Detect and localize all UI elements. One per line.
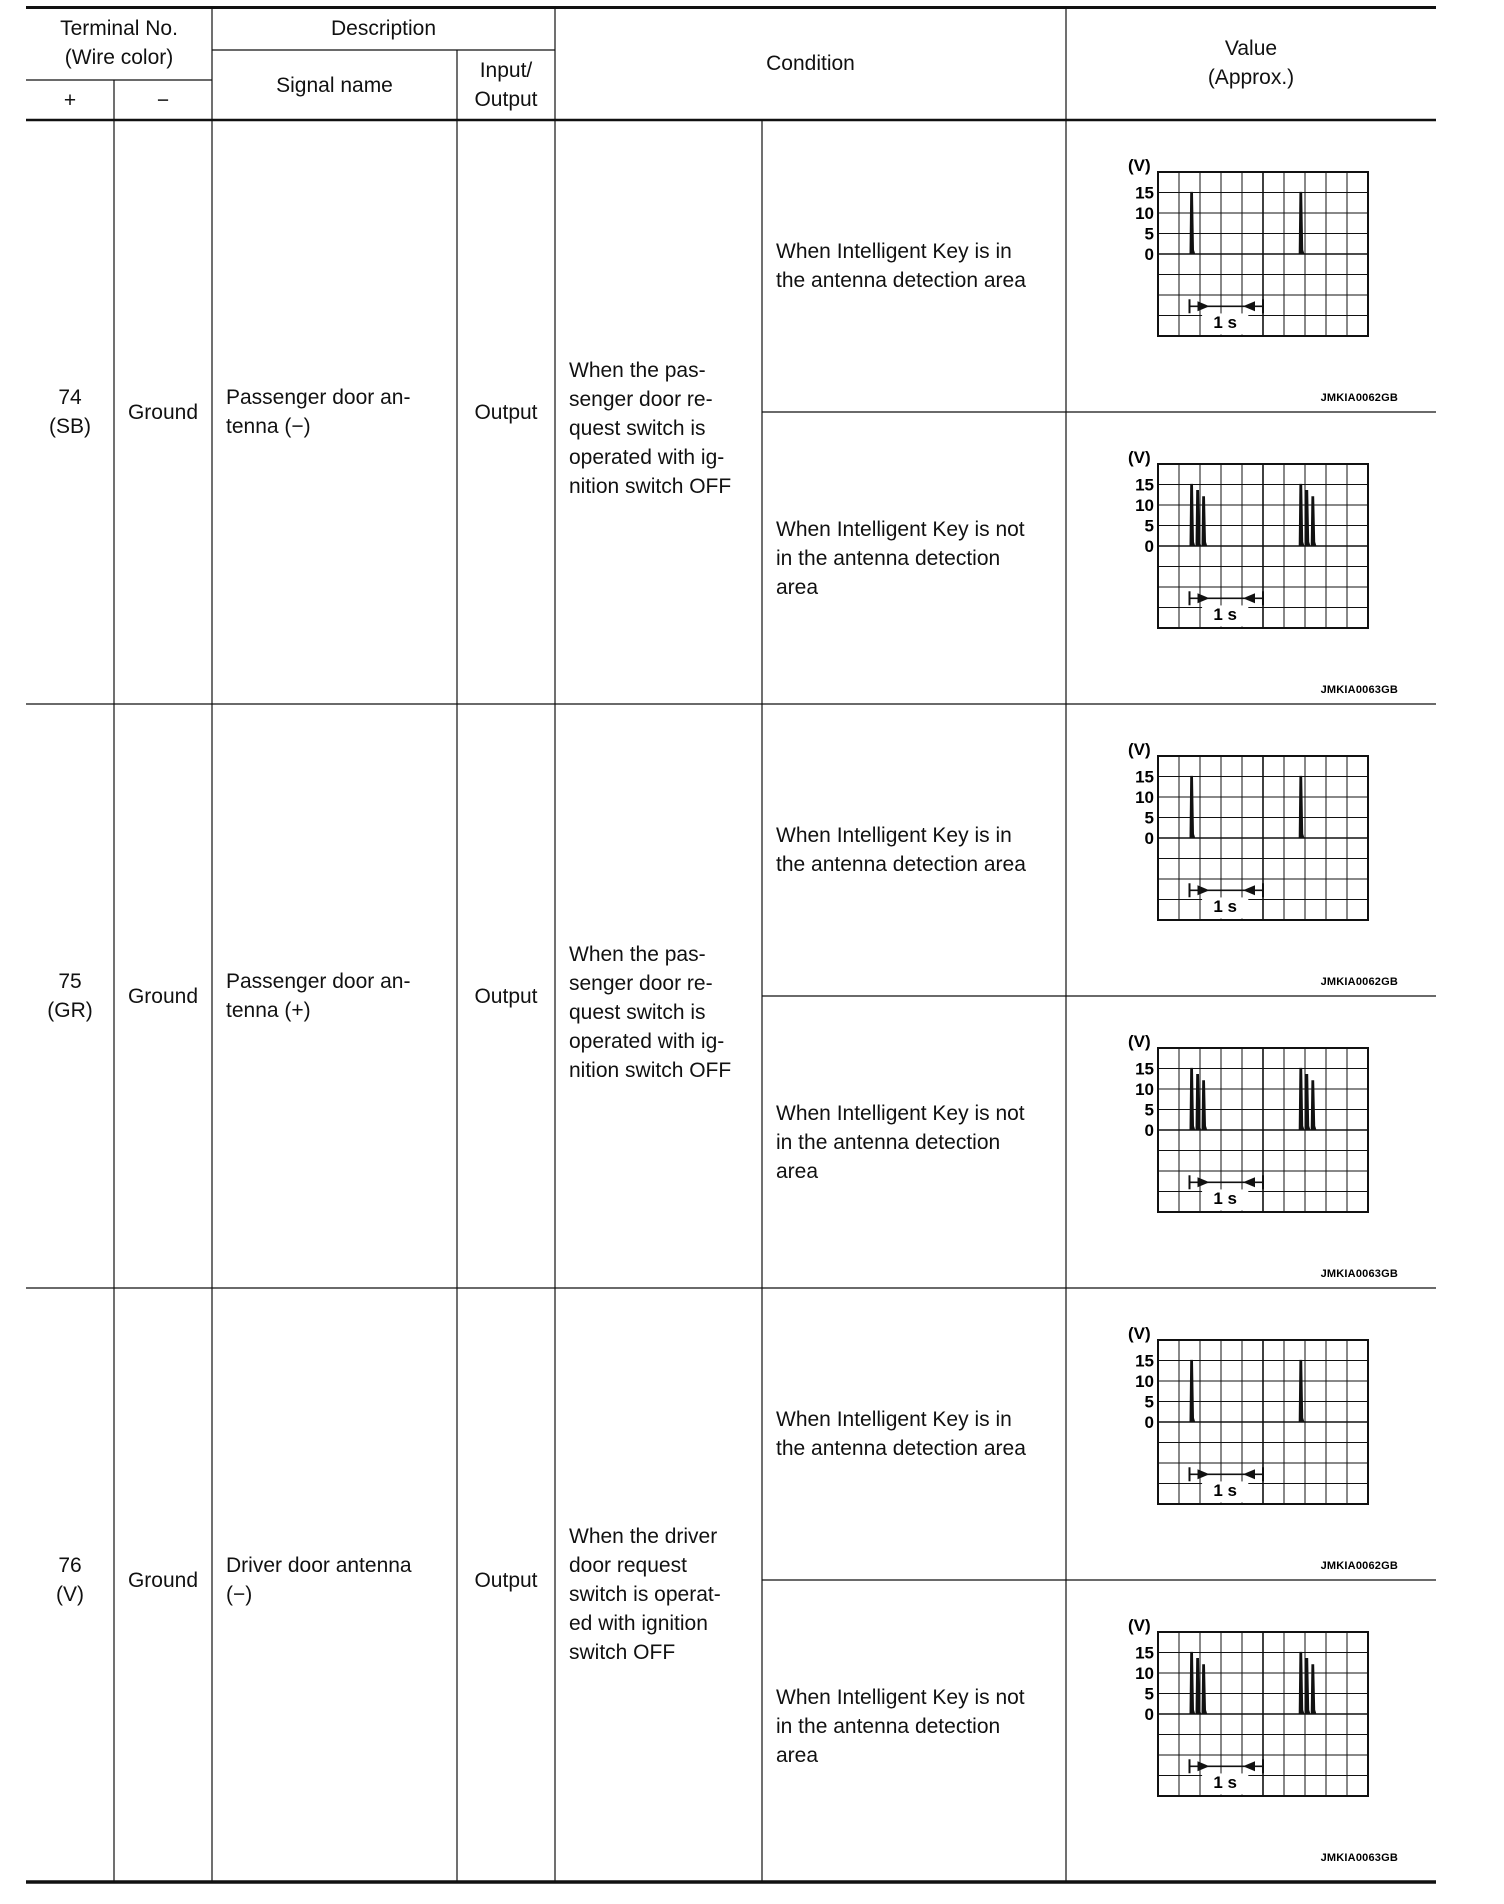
header-terminal-label: Terminal No.: [60, 17, 178, 40]
signal-pulse: [1190, 1653, 1195, 1715]
header-input-output: Input/ Output: [474, 59, 538, 111]
y-axis-unit: (V): [1128, 448, 1151, 467]
row-75-ground: Ground: [127, 984, 199, 1008]
row-74-ground: Ground: [127, 400, 199, 424]
y-tick-label: 15: [1135, 1351, 1154, 1371]
y-axis-unit: (V): [1128, 740, 1151, 759]
y-tick-label: 5: [1144, 1392, 1154, 1412]
row-75-sub-2-condition: When Intelligent Key is not in the antenna detection area: [776, 1101, 1025, 1183]
y-tick-label: 10: [1135, 788, 1154, 807]
header-signal-name: Signal name: [276, 73, 393, 97]
row-76-signal-name: Driver door antenna (−): [226, 1554, 412, 1606]
y-tick-label: 10: [1135, 204, 1154, 223]
figure-code: JMKIA0062GB: [1320, 976, 1398, 988]
y-tick-label: 15: [1135, 1643, 1154, 1663]
time-scale-label: 1 s: [1213, 1480, 1238, 1500]
signal-pulse: [1299, 1069, 1304, 1131]
row-75-signal-name: Passenger door an- tenna (+): [226, 970, 411, 1022]
y-tick-label: 0: [1144, 1413, 1154, 1432]
signal-pulse: [1190, 485, 1195, 547]
time-scale-label: 1 s: [1213, 1772, 1238, 1792]
time-scale-label: 1 s: [1213, 1188, 1238, 1208]
signal-pulse: [1311, 1081, 1316, 1130]
signal-pulse: [1190, 1069, 1195, 1131]
y-tick-label: 5: [1144, 516, 1154, 536]
row-75-sub-1-condition: When Intelligent Key is in the antenna detection area: [776, 824, 1026, 876]
y-tick-label: 15: [1135, 767, 1154, 787]
time-scale-arrow: [1243, 1177, 1255, 1187]
signal-pulse: [1305, 1659, 1310, 1714]
waveform-74-in-area: [1066, 120, 1436, 412]
terminal-table: [26, 6, 1436, 1886]
header-value: Value (Approx.): [1207, 37, 1295, 89]
row-74-condition: When the pas- senger door re- quest switch is operated with ig- nition switch OFF: [569, 358, 732, 498]
signal-pulse: [1190, 777, 1195, 839]
signal-pulse: [1299, 485, 1304, 547]
signal-pulse: [1299, 1653, 1304, 1715]
row-76-io: Output: [474, 1568, 538, 1592]
y-tick-label: 5: [1144, 1684, 1154, 1704]
figure-code: JMKIA0063GB: [1320, 684, 1398, 696]
row-76-ground: Ground: [127, 1568, 199, 1592]
signal-pulse: [1202, 497, 1207, 546]
waveform-76-not-in-area: [1066, 1580, 1436, 1872]
signal-pulse: [1202, 1081, 1207, 1130]
waveform-75-not-in-area: [1066, 996, 1436, 1288]
row-75-io: Output: [474, 984, 538, 1008]
header-terminal-no: [26, 6, 212, 80]
figure-code: JMKIA0063GB: [1320, 1268, 1398, 1280]
signal-pulse: [1299, 777, 1304, 839]
row-75-terminal: 75 (GR): [47, 970, 93, 1022]
time-scale-arrow: [1243, 593, 1255, 603]
y-tick-label: 0: [1144, 829, 1154, 848]
time-scale-label: 1 s: [1213, 312, 1238, 332]
header-plus: +: [63, 88, 77, 112]
row-74-io: Output: [474, 400, 538, 424]
y-axis-unit: (V): [1128, 1324, 1151, 1343]
time-scale-label: 1 s: [1213, 896, 1238, 916]
waveform-74-not-in-area: [1066, 412, 1436, 704]
row-74-terminal: 74 (SB): [49, 386, 91, 438]
header-wire-color-label: (Wire color): [64, 46, 174, 69]
time-scale-arrow: [1198, 885, 1210, 895]
row-74-sub-1-condition: When Intelligent Key is in the antenna detection area: [776, 240, 1026, 292]
row-74-signal-name: Passenger door an- tenna (−): [226, 386, 411, 438]
signal-pulse: [1305, 1075, 1310, 1130]
signal-pulse: [1305, 491, 1310, 546]
y-axis-unit: (V): [1128, 1032, 1151, 1051]
time-scale-label: 1 s: [1213, 604, 1238, 624]
row-76-condition: When the driver door request switch is operat- ed with ignition switch OFF: [569, 1524, 721, 1664]
time-scale-arrow: [1198, 1761, 1210, 1771]
y-tick-label: 5: [1144, 808, 1154, 828]
figure-code: JMKIA0063GB: [1320, 1852, 1398, 1864]
time-scale-arrow: [1243, 1761, 1255, 1771]
waveform-76-in-area: [1066, 1288, 1436, 1580]
signal-pulse: [1190, 1361, 1195, 1423]
y-tick-label: 15: [1135, 183, 1154, 203]
y-tick-label: 0: [1144, 1705, 1154, 1724]
signal-pulse: [1311, 497, 1316, 546]
figure-code: JMKIA0062GB: [1320, 392, 1398, 404]
row-76-terminal: 76 (V): [56, 1554, 84, 1606]
header-description: Description: [330, 16, 437, 40]
waveform-75-in-area: [1066, 704, 1436, 996]
time-scale-arrow: [1243, 1469, 1255, 1479]
signal-pulse: [1299, 193, 1304, 255]
signal-pulse: [1299, 1361, 1304, 1423]
header-condition: Condition: [766, 51, 855, 75]
y-tick-label: 0: [1144, 1121, 1154, 1140]
y-axis-unit: (V): [1128, 1616, 1151, 1635]
y-tick-label: 15: [1135, 475, 1154, 495]
figure-code: JMKIA0062GB: [1320, 1560, 1398, 1572]
signal-pulse: [1202, 1665, 1207, 1714]
time-scale-arrow: [1198, 593, 1210, 603]
time-scale-arrow: [1243, 301, 1255, 311]
row-74-sub-2-condition: When Intelligent Key is not in the antenna detection area: [776, 517, 1025, 599]
y-tick-label: 5: [1144, 224, 1154, 244]
y-tick-label: 10: [1135, 1664, 1154, 1683]
row-76-sub-1-condition: When Intelligent Key is in the antenna detection area: [776, 1408, 1026, 1460]
row-76-sub-2-condition: When Intelligent Key is not in the antenna detection area: [776, 1685, 1025, 1767]
signal-pulse: [1190, 193, 1195, 255]
y-tick-label: 10: [1135, 1080, 1154, 1099]
signal-pulse: [1311, 1665, 1316, 1714]
y-tick-label: 0: [1144, 537, 1154, 556]
y-tick-label: 15: [1135, 1059, 1154, 1079]
y-tick-label: 5: [1144, 1100, 1154, 1120]
time-scale-arrow: [1198, 301, 1210, 311]
y-tick-label: 10: [1135, 1372, 1154, 1391]
header-minus: −: [156, 88, 170, 112]
time-scale-arrow: [1198, 1177, 1210, 1187]
y-tick-label: 0: [1144, 245, 1154, 264]
time-scale-arrow: [1243, 885, 1255, 895]
time-scale-arrow: [1198, 1469, 1210, 1479]
y-tick-label: 10: [1135, 496, 1154, 515]
row-75-condition: When the pas- senger door re- quest switch is operated with ig- nition switch OFF: [569, 942, 732, 1082]
y-axis-unit: (V): [1128, 156, 1151, 175]
